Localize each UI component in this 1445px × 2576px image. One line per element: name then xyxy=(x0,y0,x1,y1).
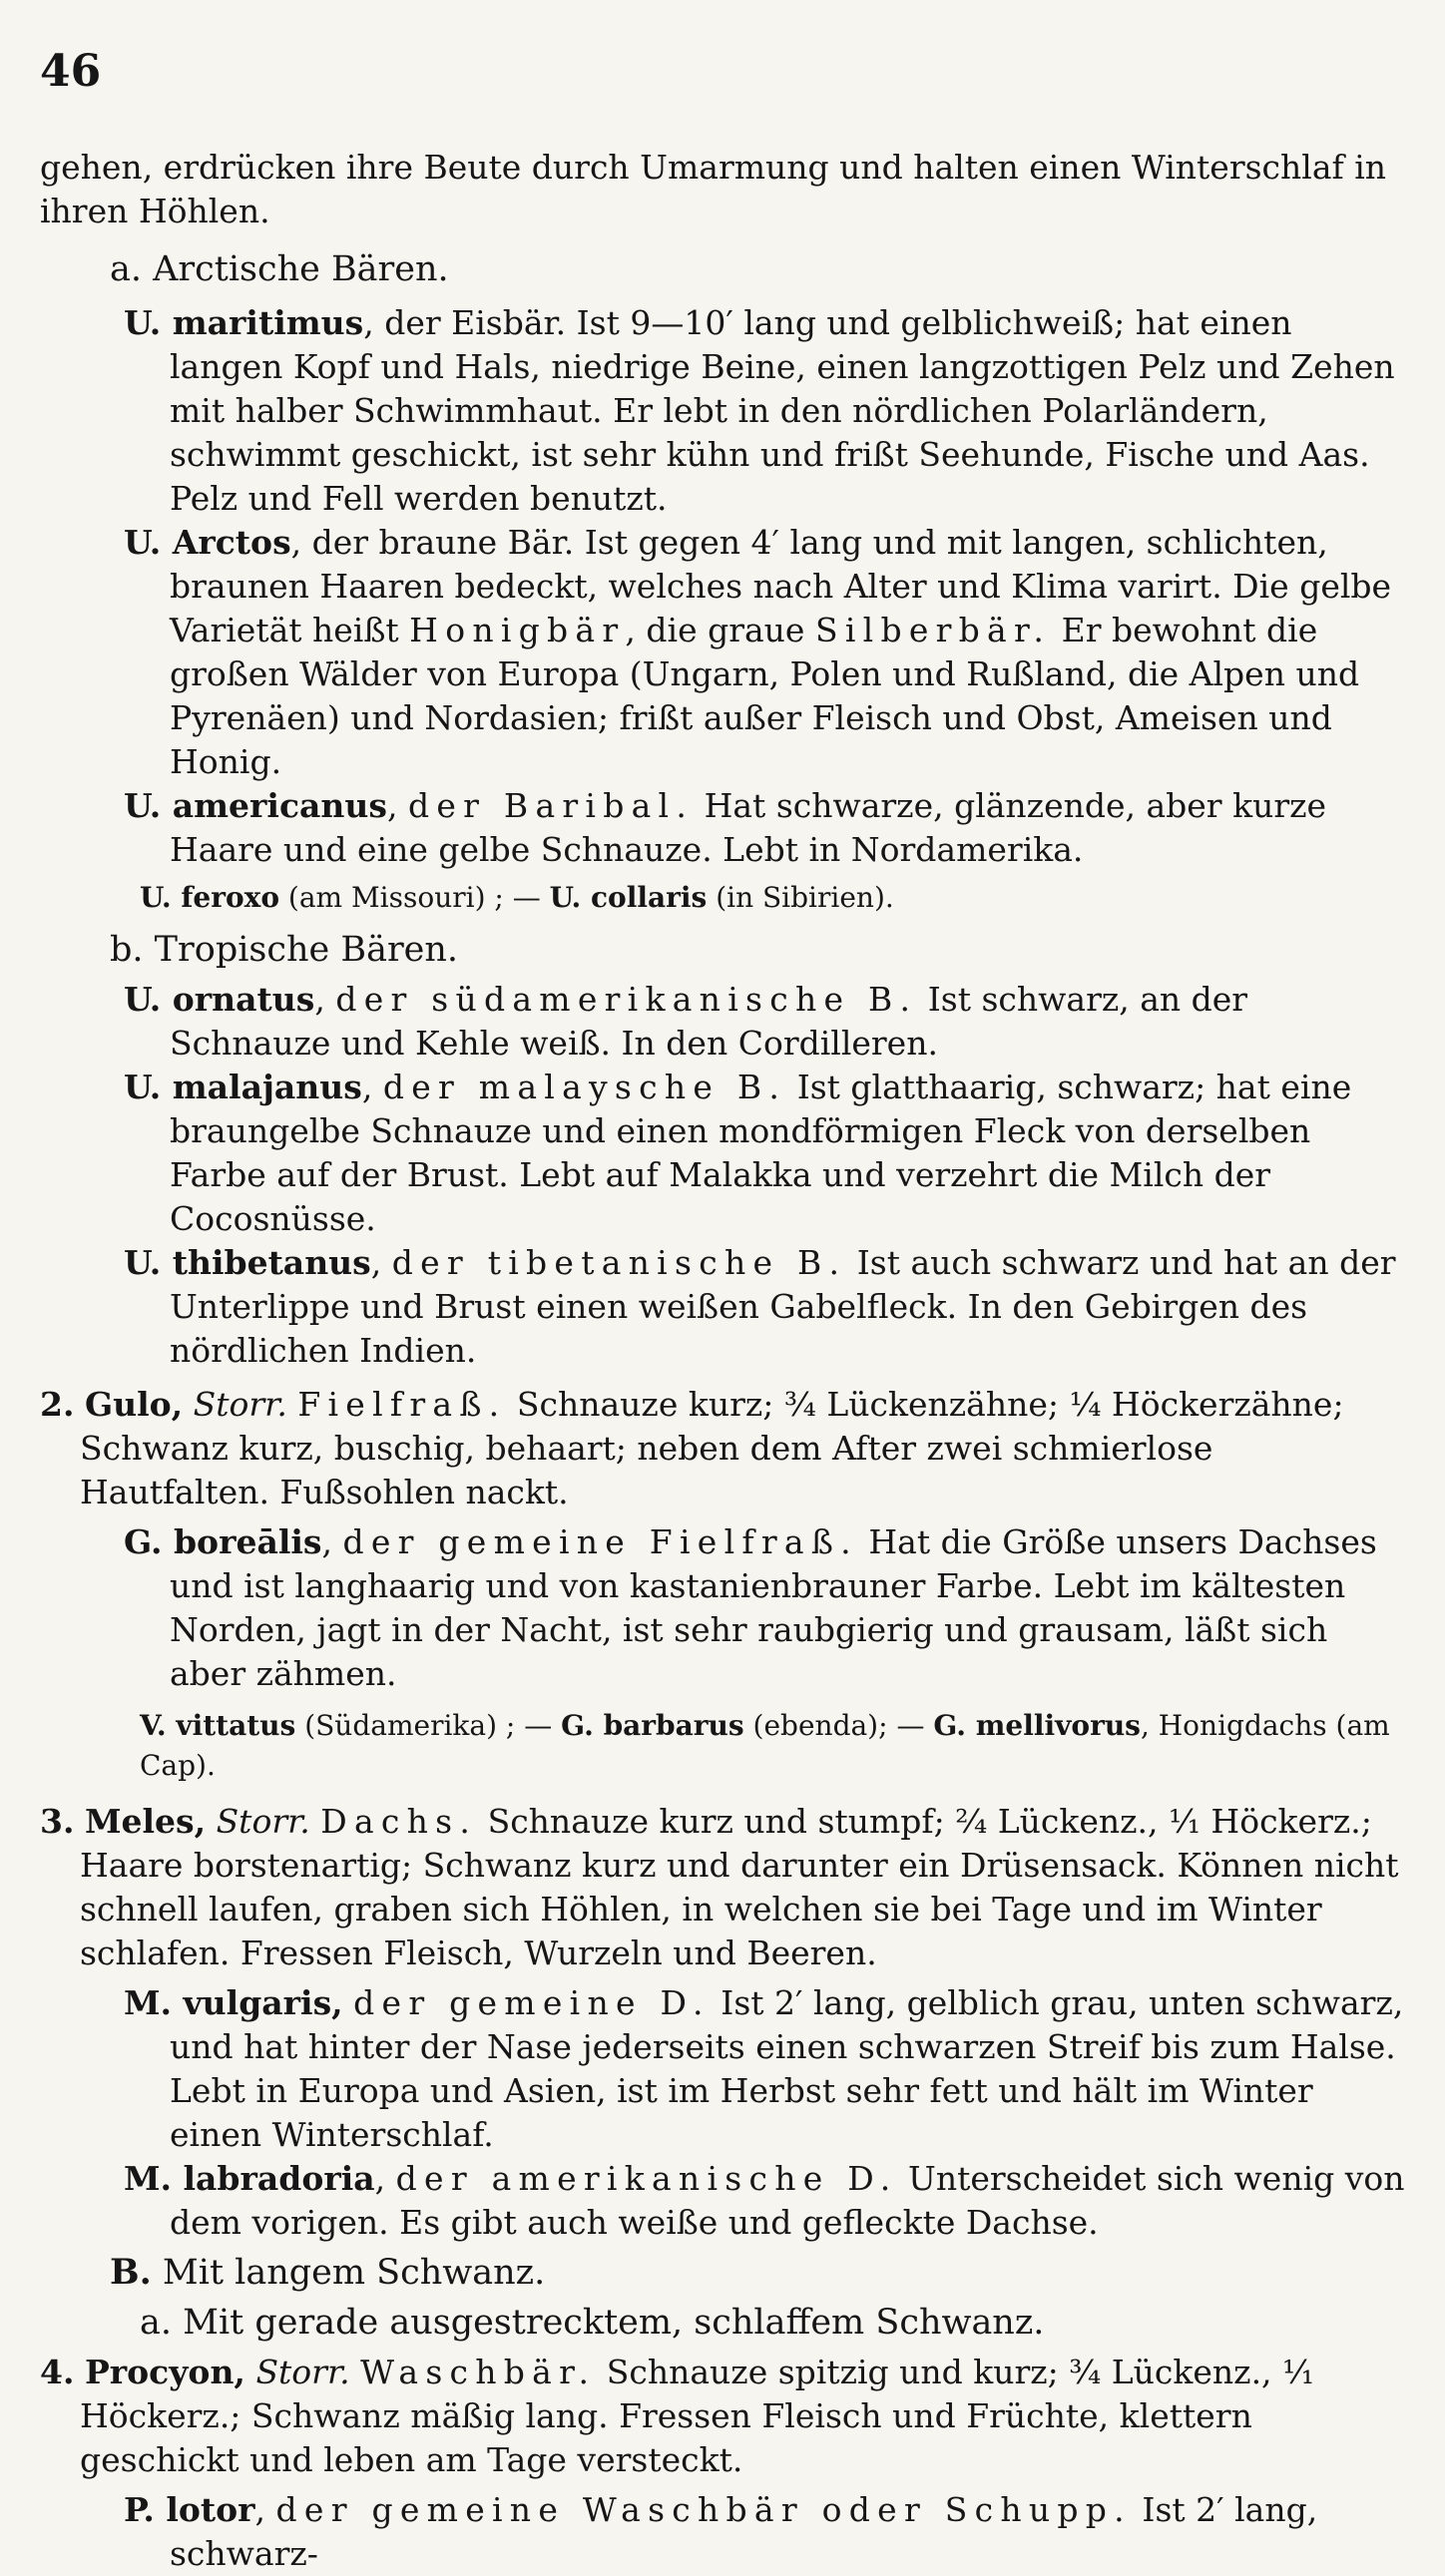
species-entry-americanus: U. americanus, der Baribal. Hat schwarze, glänzende, aber kurze Haare und eine gelbe Schnauze. Lebt in Nordamerika. xyxy=(124,786,1327,869)
intro-paragraph: gehen, erdrücken ihre Beute durch Umarmung und halten einen Winterschlaf in ihren Höhlen. xyxy=(40,148,1387,230)
species-entry-maritimus: U. maritimus, der Eisbär. Ist 9—10′ lang und gelblichweiß; hat einen langen Kopf und Hals, niedrige Beine, einen langzottigen Pelz und Zehen mit halber Schwimmhaut. Er lebt in den nördlichen Polarländern, schwimmt geschickt, ist sehr kühn und frißt Seehunde, Fische und Aas. Pelz und Fell werden benutzt. xyxy=(124,303,1395,518)
section-heading-tropical: b. Tropische Bären. xyxy=(110,930,459,970)
genus-entry-meles: 3. Meles, Storr. Dachs. Schnauze kurz und stumpf; ²⁄₄ Lückenz., ¹⁄₁ Höckerz.; Haare borstenartig; Schwanz kurz und darunter ein Drüsensack. Können nicht schnell laufen, graben sich Höhlen, in welchen sie bei Tage und im Winter schlafen. Fressen Fleisch, Wurzeln und Beeren. xyxy=(40,1802,1399,1972)
species-entry-malajanus: U. malajanus, der malaysche B. Ist glatthaarig, schwarz; hat eine braungelbe Schnauze und einen mondförmigen Fleck von derselben Farbe auf der Brust. Lebt auf Malakka und verzehrt die Milch der Cocosnüsse. xyxy=(124,1068,1352,1238)
species-entry-vulgaris: M. vulgaris, der gemeine D. Ist 2′ lang, gelblich grau, unten schwarz, und hat hinter der Nase jederseits einen schwarzen Streif bis zum Halse. Lebt in Europa und Asien, ist im Herbst sehr fett und hält im Winter einen Winterschlaf. xyxy=(124,1983,1404,2154)
section-heading-arctic: a. Arctische Bären. xyxy=(110,249,449,289)
species-entry-labradoria: M. labradoria, der amerikanische D. Unterscheidet sich wenig von dem vorigen. Es gibt auch weiße und gefleckte Dachse. xyxy=(124,2159,1405,2242)
section-heading-long-tail: B. Mit langem Schwanz. xyxy=(110,2252,546,2293)
section-heading-straight-tail: a. Mit gerade ausgestrecktem, schlaffem Schwanz. xyxy=(140,2303,1045,2343)
species-entry-borealis: G. boreālis, der gemeine Fielfraß. Hat die Größe unsers Dachses und ist langhaarig und von kastanienbrauner Farbe. Lebt im kältesten Norden, jagt in der Nacht, ist sehr raubgierig und grausam, läßt sich aber zähmen. xyxy=(124,1522,1377,1693)
species-entry-ornatus: U. ornatus, der südamerikanische B. Ist schwarz, an der Schnauze und Kehle weiß. In den Cordilleren. xyxy=(124,980,1248,1063)
genus-entry-procyon: 4. Procyon, Storr. Waschbär. Schnauze spitzig und kurz; ¾ Lückenz., ¹⁄₁ Höckerz.; Schwanz mäßig lang. Fressen Fleisch und Früchte, klettern geschickt und leben am Tage versteckt. xyxy=(40,2353,1315,2479)
species-entry-lotor: P. lotor, der gemeine Waschbär oder Schupp. Ist 2′ lang, schwarz- xyxy=(124,2490,1318,2573)
species-entry-thibetanus: U. thibetanus, der tibetanische B. Ist auch schwarz und hat an der Unterlippe und Brust einen weißen Gabelfleck. In den Gebirgen des nördlichen Indien. xyxy=(124,1243,1396,1370)
footnote-other-gulo: V. vittatus (Südamerika) ; — G. barbarus (ebenda); — G. mellivorus, Honigdachs (am Cap). xyxy=(140,1709,1390,1782)
species-entry-arctos: U. Arctos, der braune Bär. Ist gegen 4′ lang und mit langen, schlichten, braunen Haaren bedeckt, welches nach Alter und Klima varirt. Die gelbe Varietät heißt Honigbär, die graue Silberbär. Er bewohnt die großen Wälder von Europa (Ungarn, Polen und Rußland, die Alpen und Pyrenäen) und Nordasien; frißt außer Fleisch und Obst, Ameisen und Honig. xyxy=(124,523,1392,781)
page-text xyxy=(40,146,1407,2576)
genus-entry-gulo: 2. Gulo, Storr. Fielfraß. Schnauze kurz; ¾ Lückenzähne; ¼ Höckerzähne; Schwanz kurz, buschig, behaart; neben dem After zwei schmierlose Hautfalten. Fußsohlen nackt. xyxy=(40,1385,1344,1511)
footnote-other-bears: U. feroxo (am Missouri) ; — U. collaris (in Sibirien). xyxy=(140,881,894,914)
page-number: 46 xyxy=(40,46,102,97)
